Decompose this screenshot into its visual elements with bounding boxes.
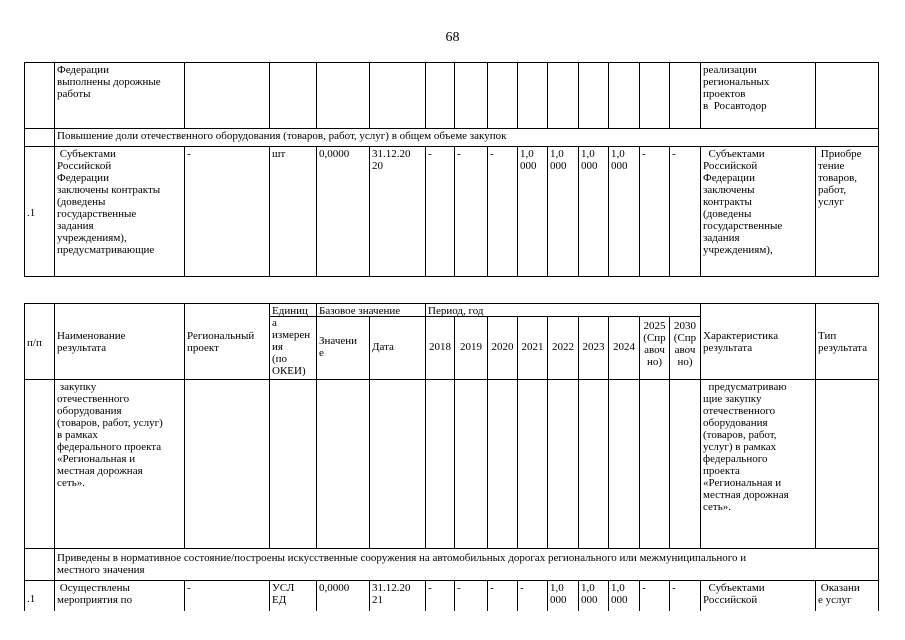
cell-y2024: 1,0 000 (611, 148, 628, 172)
table-vline (425, 379, 426, 549)
cell-characteristic: Субъектами Российской Федерации заключены контракты (доведены государственные задания учреждениям), (703, 148, 783, 256)
header-project: Региональный проект (187, 330, 255, 354)
cell-type: Приобре тение товаров, работ, услуг (818, 148, 862, 208)
table-vline (578, 379, 579, 549)
cell-y2023: 1,0 000 (581, 148, 598, 172)
header-y2020: 2020 (491, 341, 514, 353)
table-vline (878, 146, 879, 277)
table-vline (24, 548, 25, 581)
cell-num: .1 (27, 207, 36, 219)
table-vline (24, 379, 25, 549)
cell-y2021: - (520, 582, 524, 594)
cell-y2018: - (428, 582, 432, 594)
table-vline (24, 128, 25, 147)
table-vline (184, 62, 185, 129)
table-vline (269, 379, 270, 549)
cell-y2030: - (672, 148, 676, 160)
table-vline (815, 62, 816, 129)
cell-characteristic: Субъектами Российской (703, 582, 765, 606)
cell-project: - (187, 582, 191, 594)
header-type: Тип результата (818, 330, 868, 354)
table-hline (24, 276, 879, 277)
cell-base-date: 31.12.20 21 (372, 582, 411, 606)
cell-base-value: 0,0000 (319, 148, 350, 160)
page-number: 68 (445, 30, 460, 45)
cell-y2024: 1,0 000 (611, 582, 628, 606)
cell-y2019: - (457, 582, 461, 594)
table-vline (487, 379, 488, 549)
cell-y2020: - (490, 582, 494, 594)
header-base-value: Значени е (319, 335, 358, 359)
header-y2030: 2030 (Спр авоч но) (673, 320, 697, 368)
cell-base-date: 31.12.20 20 (372, 148, 411, 172)
cell-y2025: - (642, 148, 646, 160)
header-y2023: 2023 (582, 341, 605, 353)
table-vline (669, 379, 670, 549)
cell-y2018: - (428, 148, 432, 160)
table-vline (425, 62, 426, 129)
table-vline (24, 62, 25, 129)
header-period-group: Период, год (428, 305, 484, 316)
table-vline (878, 580, 879, 611)
header-base-date: Дата (372, 341, 394, 353)
table-vline (815, 379, 816, 549)
table-vline (487, 62, 488, 129)
table-vline (454, 379, 455, 549)
cell-y2025: - (642, 582, 646, 594)
header-name: Наименование результата (57, 330, 126, 354)
header-y2025: 2025 (Спр авоч но) (643, 320, 666, 368)
cell-y2019: - (457, 148, 461, 160)
header-unit: Единиц а измерен ия (по ОКЕИ) (272, 305, 311, 377)
table-vline (316, 62, 317, 129)
table-vline (454, 62, 455, 129)
header-base-group: Базовое значение (319, 305, 401, 316)
cell-y2023: 1,0 000 (581, 582, 598, 606)
cell-name: Осуществлены мероприятия по (57, 582, 133, 606)
cell-y2030: - (672, 582, 676, 594)
cell-y2022: 1,0 000 (550, 148, 567, 172)
table-vline (517, 62, 518, 129)
table-vline (639, 379, 640, 549)
header-y2018: 2018 (429, 341, 451, 353)
header-y2024: 2024 (613, 341, 635, 353)
table-vline (369, 379, 370, 549)
header-y2021: 2021 (521, 341, 544, 353)
table-vline (517, 379, 518, 549)
table-vline (878, 128, 879, 147)
header-num: п/п (27, 337, 42, 349)
cell-base-value: 0,0000 (319, 582, 350, 594)
cell-unit: УСЛ ЕД (272, 582, 295, 606)
section-heading: Повышение доли отечественного оборудования (товаров, работ, услуг) в общем объеме закупок (57, 130, 507, 142)
table-vline (369, 62, 370, 129)
header-characteristic: Характеристика результата (703, 330, 779, 354)
result-name-cell: Федерации выполнены дорожные работы (57, 64, 161, 100)
cell-name: Субъектами Российской Федерации заключены контракты (доведены государственные задания учреждениям), предусматривающие (57, 148, 161, 256)
table-vline (547, 62, 548, 129)
characteristic-cell: предусматриваю щие закупку отечественного оборудования (товаров, работ, услуг) в рамках федерального проекта «Региональная и местная дорожная сеть». (703, 381, 789, 513)
table-vline (878, 379, 879, 549)
table-vline (669, 62, 670, 129)
table-vline (639, 62, 640, 129)
cell-unit: шт (272, 148, 286, 160)
result-name-cell: закупку отечественного оборудования (товаров, работ, услуг) в рамках федерального проекта «Региональная и местная дорожная сеть». (57, 381, 163, 489)
table-vline (878, 62, 879, 129)
section-heading: Приведены в нормативное состояние/построены искусственные сооружения на автомобильных дорогах регионального или межмуниципального и местного значения (57, 552, 747, 576)
cell-type: Оказани е услуг (818, 582, 860, 606)
cell-y2021: 1,0 000 (520, 148, 537, 172)
header-y2019: 2019 (460, 341, 482, 353)
characteristic-cell: реализации региональных проектов в Росавтодор (703, 64, 770, 112)
cell-num: .1 (27, 593, 36, 605)
table-vline (184, 379, 185, 549)
table-vline (578, 62, 579, 129)
table-vline (547, 379, 548, 549)
table-vline (878, 303, 879, 380)
table-vline (608, 62, 609, 129)
table-vline (608, 379, 609, 549)
cell-project: - (187, 148, 191, 160)
table-vline (269, 62, 270, 129)
table-vline (878, 548, 879, 581)
header-y2022: 2022 (552, 341, 574, 353)
cell-y2020: - (490, 148, 494, 160)
cell-y2022: 1,0 000 (550, 582, 567, 606)
table-vline (316, 379, 317, 549)
